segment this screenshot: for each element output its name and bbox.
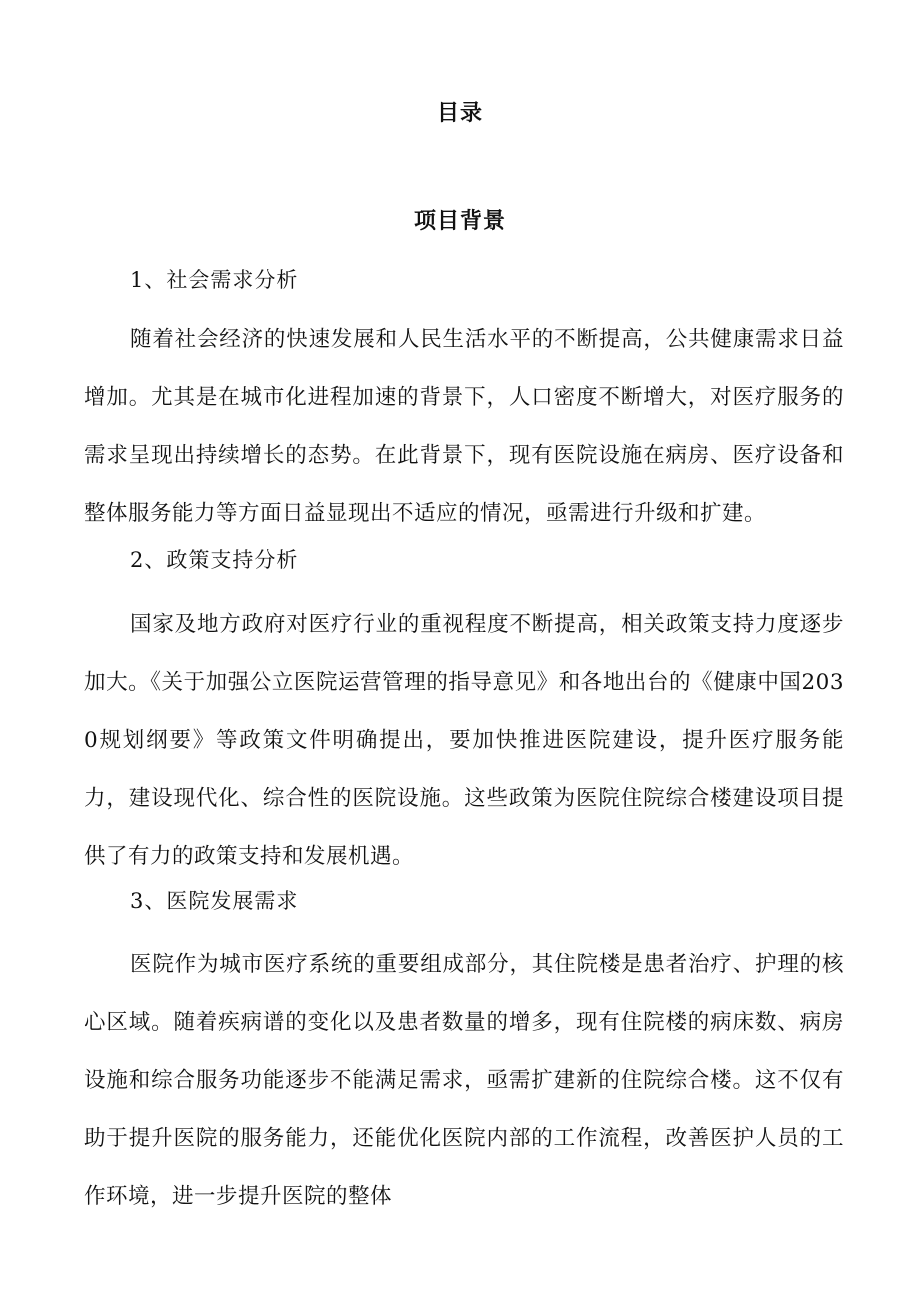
subsection-heading-policy-support: 2、政策支持分析 [130, 548, 299, 572]
paragraph-policy-support: 国家及地方政府对医疗行业的重视程度不断提高，相关政策支持力度逐步加大。《关于加强公立医院运营管理的指导意见》和各地出台的《健康中国2030规划纲要》等政策文件明确提出，要加快推进医院建设，提升医疗服务能力，建设现代化、综合性的医院设施。这些政策为医院住院综合楼建设项目提供了有力的政策支持和发展机遇。 [84, 612, 844, 869]
toc-title: 目录 [436, 101, 483, 126]
subsection-heading-social-demand: 1、社会需求分析 [130, 268, 299, 292]
section-title: 项目背景 [413, 209, 506, 234]
paragraph-social-demand: 随着社会经济的快速发展和人民生活水平的不断提高，公共健康需求日益增加。尤其是在城市化进程加速的背景下，人口密度不断增大，对医疗服务的需求呈现出持续增长的态势。在此背景下，现有医院设施在病房、医疗设备和整体服务能力等方面日益显现出不适应的情况，亟需进行升级和扩建。 [84, 327, 844, 526]
paragraph-hospital-development: 医院作为城市医疗系统的重要组成部分，其住院楼是患者治疗、护理的核心区域。随着疾病谱的变化以及患者数量的增多，现有住院楼的病床数、病房设施和综合服务功能逐步不能满足需求，亟需扩建新的住院综合楼。这不仅有助于提升医院的服务能力，还能优化医院内部的工作流程，改善医护人员的工作环境，进一步提升医院的整体 [84, 952, 844, 1209]
subsection-heading-hospital-development: 3、医院发展需求 [130, 889, 299, 913]
